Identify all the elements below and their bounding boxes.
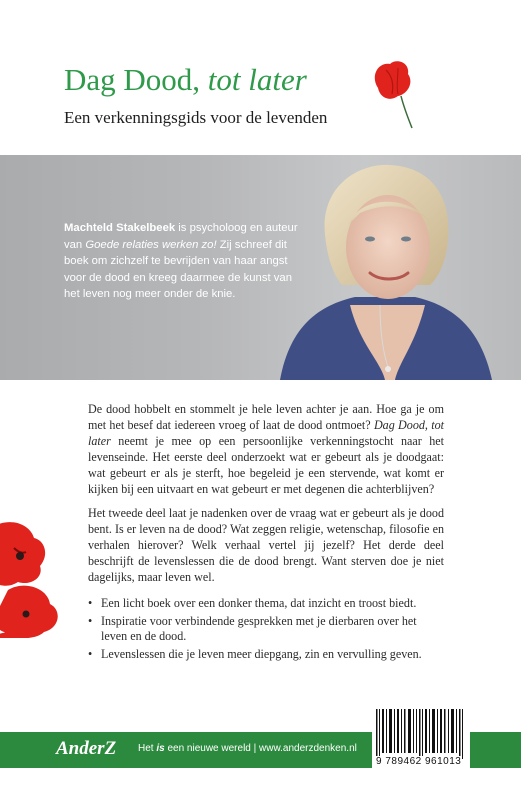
publisher-tagline — [138, 743, 357, 754]
poppies-illustration — [0, 518, 82, 638]
tagline-part-b: een nieuwe wereld | www.anderzdenken.nl — [164, 743, 357, 754]
tagline-emphasis: is — [156, 743, 165, 754]
author-book-title: Goede relaties werken zo! — [85, 238, 217, 251]
tagline-part-a: Het — [138, 743, 157, 754]
author-bio — [64, 220, 304, 303]
isbn-number: 9 789462 961013 — [376, 756, 462, 767]
author-bio-part2: Zij schreef dit boek om zichzelf te bevrijden van haar angst voor de dood en kreeg daarmee de kunst van het leven nog meer onder de knie. — [64, 238, 292, 300]
blurb-p1-text-cont: neemt je mee op een persoonlijke verkenningstocht naar het levenseinde. Het eerste deel onderzoekt wat er gebeurt als je doodgaat: wat gebeurt er als je sterft, hoe begeleid je een stervende, wat komt er kijken bij een uitvaart en wat gebeurt er met degenen die achterblijven? — [88, 434, 444, 496]
list-item: • Een licht boek over een donker thema, dat inzicht en troost biedt. — [88, 596, 444, 612]
title-main: Dag Dood, — [64, 62, 201, 97]
list-item: • Levenslessen die je leven meer diepgang, zin en vervulling geven. — [88, 647, 444, 663]
book-subtitle: Een verkenningsgids voor de levenden — [64, 108, 328, 127]
list-item: • Inspiratie voor verbindende gesprekken met je dierbaren over het leven en de dood. — [88, 614, 444, 645]
blurb-paragraph-1 — [88, 401, 444, 497]
poppy-illustration — [368, 58, 418, 130]
barcode-bars — [376, 709, 466, 759]
publisher-logo: AnderZ — [56, 738, 117, 759]
blurb-p1-text: De dood hobbelt en stommelt je hele leven achter je aan. Hoe ga je om met het besef dat iedereen vroeg of laat de dood ontmoet? — [88, 402, 444, 432]
author-bio-part1: is psycholoog en auteur van — [64, 222, 298, 251]
title-italic: tot later — [207, 62, 307, 97]
author-name: Machteld Stakelbeek — [64, 222, 176, 234]
book-title — [64, 62, 307, 98]
blurb-p1-title: Dag Dood, tot later — [88, 418, 444, 448]
blurb-bullets — [88, 596, 444, 664]
blurb-paragraph-2: Het tweede deel laat je nadenken over de vraag wat er gebeurt als je dood bent. Is er leven na de dood? Wat zeggen religie, wetenschap, filosofie en verhalen hierover? Welk verhaal vertel jij jezelf? Het derde deel beschrijft de levenslessen die de dood brengt. Want sterven doe je niet dagelijks, maar leven wel. — [88, 506, 444, 584]
